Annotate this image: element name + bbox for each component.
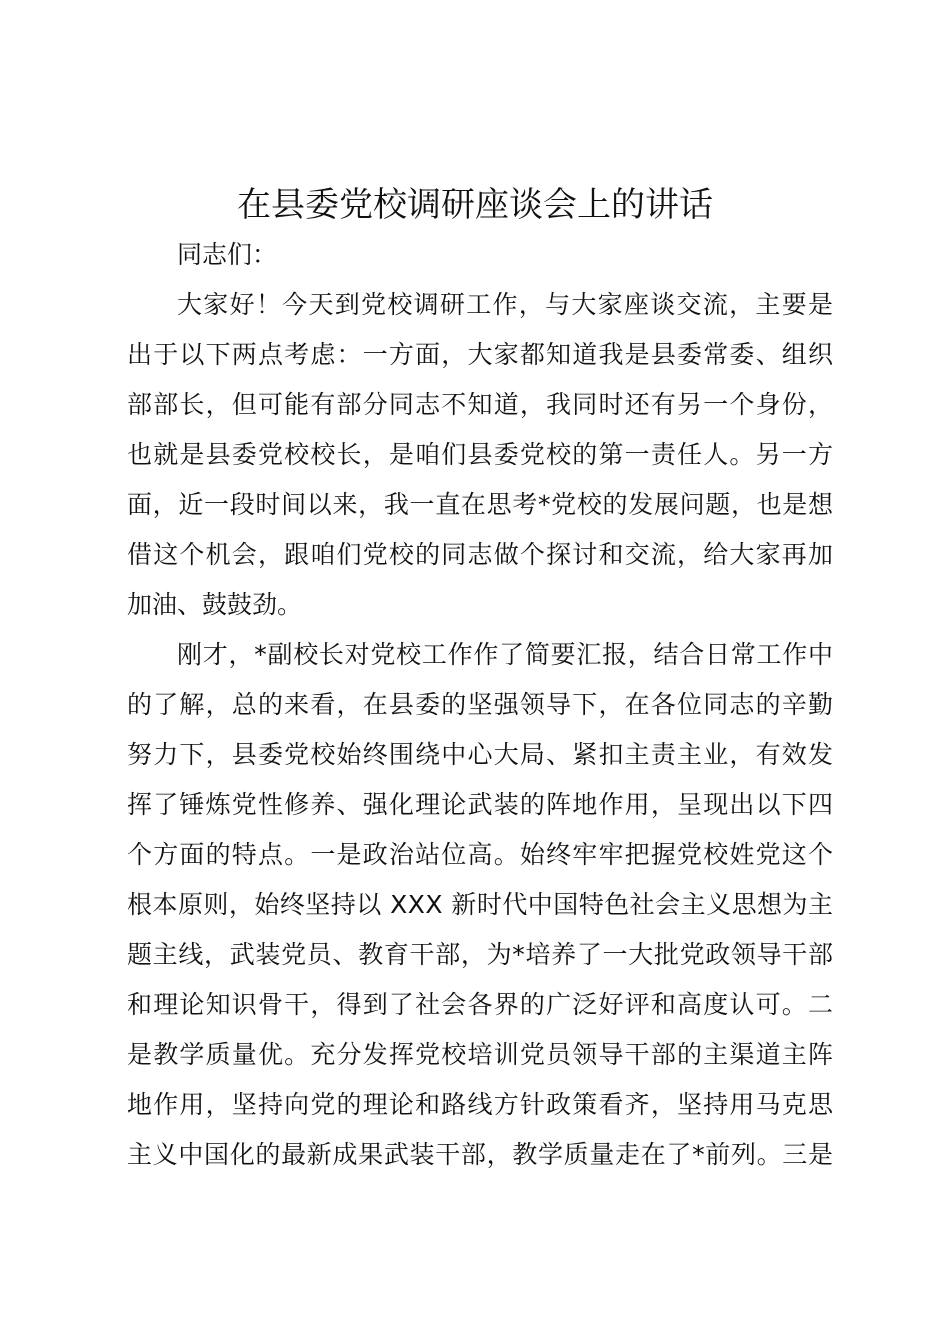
paragraph-line: 题主线，武装党员、教育干部，为*培养了一大批党政领导干部 (127, 940, 834, 969)
paragraph-line: 加油、鼓鼓劲。 (127, 590, 303, 619)
paragraph-line: 的了解，总的来看，在县委的坚强领导下，在各位同志的辛勤 (127, 690, 835, 719)
document-title: 在县委党校调研座谈会上的讲话 (237, 185, 713, 225)
document-body (127, 230, 833, 1180)
paragraph-line: 面，近一段时间以来，我一直在思考*党校的发展问题，也是想 (127, 490, 834, 519)
paragraph-line: 大家好！今天到党校调研工作，与大家座谈交流，主要是 (177, 290, 835, 319)
paragraph-line: 个方面的特点。一是政治站位高。始终牢牢把握党校姓党这个 (127, 840, 835, 869)
paragraph-2 (127, 630, 833, 1180)
paragraph-line: 是教学质量优。充分发挥党校培训党员领导干部的主渠道主阵 (127, 1040, 835, 1069)
paragraph-line: 出于以下两点考虑：一方面，大家都知道我是县委常委、组织 (127, 340, 835, 369)
paragraph-line: 也就是县委党校校长，是咱们县委党校的第一责任人。另一方 (127, 440, 835, 469)
paragraph-line: 主义中国化的最新成果武装干部，教学质量走在了*前列。三是 (127, 1140, 834, 1169)
paragraph-line: 根本原则，始终坚持以 XXX 新时代中国特色社会主义思想为主 (127, 890, 834, 919)
paragraph-1 (127, 280, 833, 630)
paragraph-line: 部部长，但可能有部分同志不知道，我同时还有另一个身份， (127, 390, 835, 419)
paragraph-line: 和理论知识骨干，得到了社会各界的广泛好评和高度认可。二 (127, 990, 835, 1019)
paragraph-line: 地作用，坚持向党的理论和路线方针政策看齐，坚持用马克思 (127, 1090, 835, 1119)
paragraph-line: 借这个机会，跟咱们党校的同志做个探讨和交流，给大家再加 (127, 540, 835, 569)
paragraph-line: 努力下，县委党校始终围绕中心大局、紧扣主责主业，有效发 (127, 740, 835, 769)
paragraph-line: 挥了锤炼党性修养、强化理论武装的阵地作用，呈现出以下四 (127, 790, 835, 819)
paragraph-line: 刚才，*副校长对党校工作作了简要汇报，结合日常工作中 (177, 640, 834, 669)
salutation: 同志们： (177, 240, 278, 269)
